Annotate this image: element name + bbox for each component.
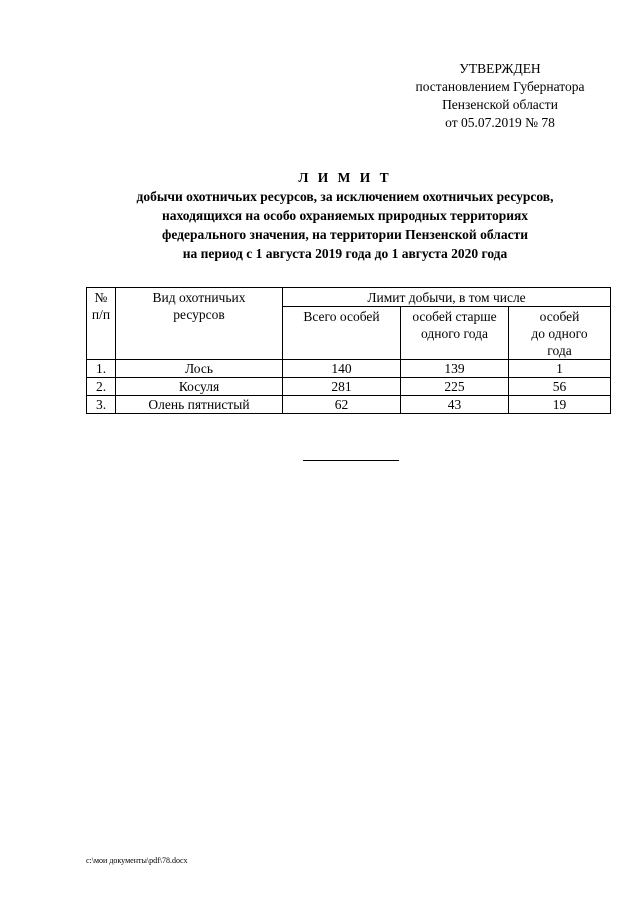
header-species-line-1: Вид охотничьих bbox=[152, 290, 246, 305]
limit-table bbox=[86, 287, 611, 414]
row-total: 140 bbox=[283, 360, 401, 378]
title-line-2: находящихся на особо охраняемых природных территориях bbox=[161, 208, 529, 223]
header-species-line-2: ресурсов bbox=[173, 307, 225, 322]
header-total-text: Всего особей bbox=[303, 309, 380, 324]
table-row bbox=[87, 360, 611, 378]
row-number: 3. bbox=[87, 396, 116, 414]
header-limit-group: Лимит добычи, в том числе bbox=[283, 288, 611, 307]
row-species: Олень пятнистый bbox=[116, 396, 283, 414]
approval-by: постановлением Губернатора bbox=[415, 79, 585, 94]
end-separator-line bbox=[303, 460, 399, 461]
header-younger-line-1: особей bbox=[539, 309, 580, 324]
header-older bbox=[401, 307, 509, 360]
table-header-row bbox=[87, 288, 611, 307]
row-total: 62 bbox=[283, 396, 401, 414]
approval-title: УТВЕРЖДЕН bbox=[459, 61, 541, 76]
approval-date-number: от 05.07.2019 № 78 bbox=[445, 115, 555, 130]
title-line-3: федерального значения, на территории Пензенской области bbox=[162, 227, 528, 242]
title-heading: Л И М И Т bbox=[298, 170, 392, 185]
header-younger bbox=[509, 307, 611, 360]
row-younger: 1 bbox=[509, 360, 611, 378]
row-older: 225 bbox=[401, 378, 509, 396]
header-older-line-1: особей старше bbox=[412, 309, 497, 324]
header-species bbox=[116, 288, 283, 360]
title-line-4: на период с 1 августа 2019 года до 1 августа 2020 года bbox=[182, 246, 508, 261]
row-species: Лось bbox=[116, 360, 283, 378]
header-number bbox=[87, 288, 116, 360]
header-older-line-2: одного года bbox=[421, 326, 488, 341]
header-younger-line-3: года bbox=[547, 343, 572, 358]
table-row bbox=[87, 396, 611, 414]
row-number: 2. bbox=[87, 378, 116, 396]
title-line-1: добычи охотничьих ресурсов, за исключением охотничьих ресурсов, bbox=[136, 189, 554, 204]
row-total: 281 bbox=[283, 378, 401, 396]
file-path-footer: с:\мои документы\pdf\78.docx bbox=[86, 856, 188, 865]
table-row bbox=[87, 378, 611, 396]
approval-stamp bbox=[395, 60, 605, 132]
header-total bbox=[283, 307, 401, 360]
row-older: 43 bbox=[401, 396, 509, 414]
row-older: 139 bbox=[401, 360, 509, 378]
approval-region: Пензенской области bbox=[442, 97, 558, 112]
header-number-line-1: № bbox=[94, 290, 108, 305]
header-younger-line-2: до одного bbox=[531, 326, 588, 341]
row-number: 1. bbox=[87, 360, 116, 378]
document-title bbox=[80, 168, 610, 263]
row-younger: 19 bbox=[509, 396, 611, 414]
row-younger: 56 bbox=[509, 378, 611, 396]
row-species: Косуля bbox=[116, 378, 283, 396]
header-number-line-2: п/п bbox=[91, 307, 111, 322]
